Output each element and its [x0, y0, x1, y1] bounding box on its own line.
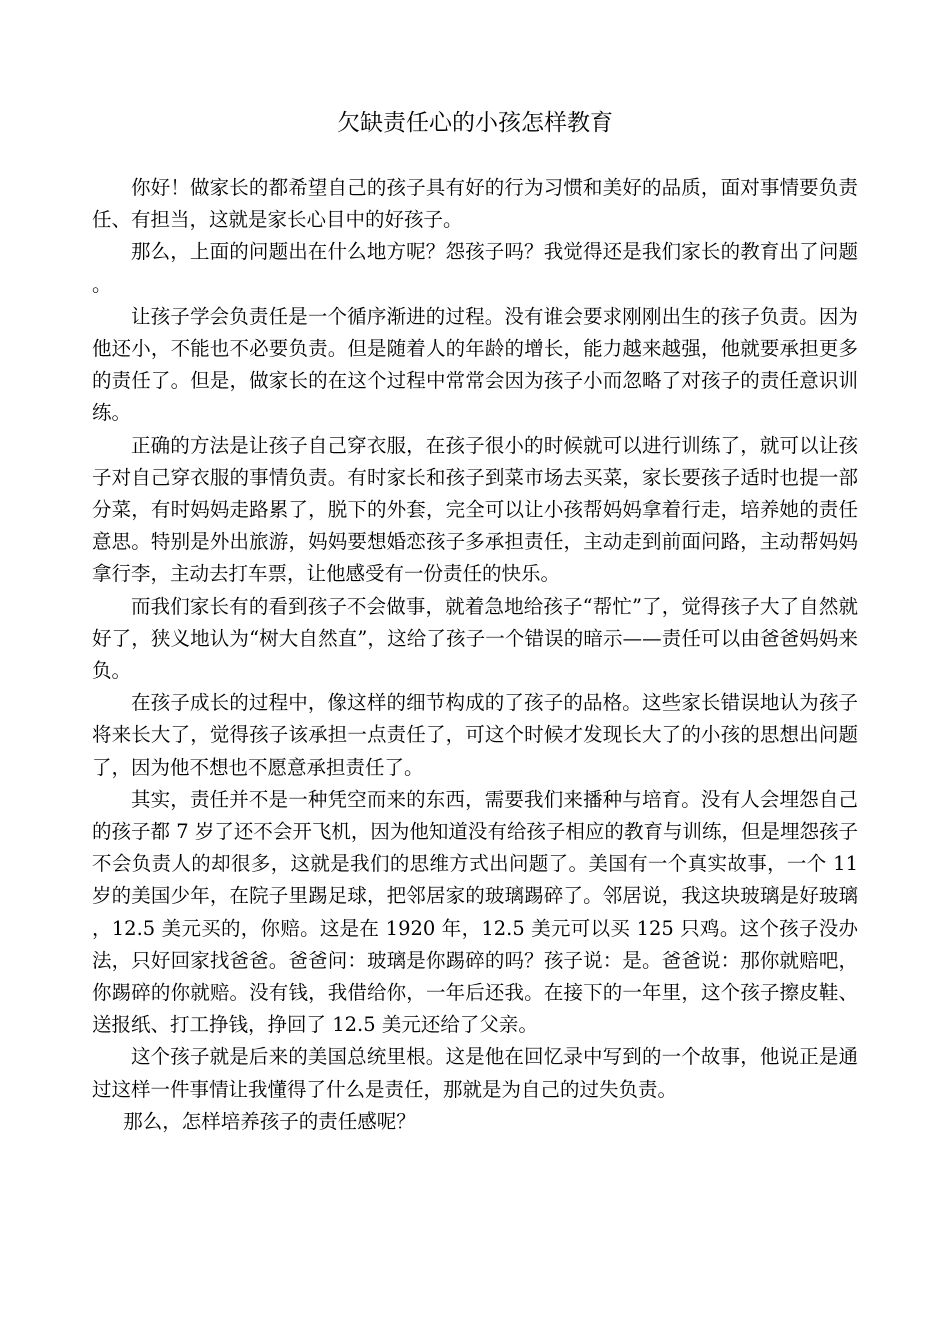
page-title: 欠缺责任心的小孩怎样教育 — [337, 110, 613, 136]
document-body — [92, 172, 858, 1138]
paragraph: 其实，责任并不是一种凭空而来的东西，需要我们来播种与培育。没有人会埋怨自己的孩子都 7 岁了还不会开飞机，因为他知道没有给孩子相应的教育与训练，但是埋怨孩子不会负责人的却很多，这就是我们的思维方式出问题了。美国有一个真实故事，一个 11 岁的美国少年，在院子里踢足球，把邻居家的玻璃踢碎了。邻居说，我这块玻璃是好玻璃，12.5 美元买的，你赔。这是在 1920 年，12.5 美元可以买 125 只鸡。这个孩子没办法，只好回家找爸爸。爸爸问：玻璃是你踢碎的吗？孩子说：是。爸爸说：那你就赔吧，你踢碎的你就赔。没有钱，我借给你，一年后还我。在接下的一年里，这个孩子擦皮鞋、送报纸、打工挣钱，挣回了 12.5 美元还给了父亲。 — [92, 787, 858, 1037]
paragraph: 让孩子学会负责任是一个循序渐进的过程。没有谁会要求刚刚出生的孩子负责。因为他还小，不能也不必要负责。但是随着人的年龄的增长，能力越来越强，他就要承担更多的责任了。但是，做家长的在这个过程中常常会因为孩子小而忽略了对孩子的责任意识训练。 — [92, 304, 858, 425]
paragraph: 那么，怎样培养孩子的责任感呢？ — [123, 1109, 416, 1133]
paragraph: 这个孩子就是后来的美国总统里根。这是他在回忆录中写到的一个故事，他说正是通过这样一件事情让我懂得了什么是责任，那就是为自己的过失负责。 — [92, 1045, 858, 1101]
paragraph: 在孩子成长的过程中，像这样的细节构成的了孩子的品格。这些家长错误地认为孩子将来长大了，觉得孩子该承担一点责任了，可这个时候才发现长大了的小孩的思想出问题了，因为他不想也不愿意承担责任了。 — [92, 691, 858, 779]
paragraph: 那么，上面的问题出在什么地方呢？怨孩子吗？我觉得还是我们家长的教育出了问题。 — [92, 240, 858, 296]
paragraph: 你好！做家长的都希望自己的孩子具有好的行为习惯和美好的品质，面对事情要负责任、有担当，这就是家长心目中的好孩子。 — [92, 176, 858, 232]
paragraph: 正确的方法是让孩子自己穿衣服，在孩子很小的时候就可以进行训练了，就可以让孩子对自己穿衣服的事情负责。有时家长和孩子到菜市场去买菜，家长要孩子适时也提一部分菜，有时妈妈走路累了，脱下的外套，完全可以让小孩帮妈妈拿着行走，培养她的责任意思。特别是外出旅游，妈妈要想婚恋孩子多承担责任，主动走到前面问路，主动帮妈妈拿行李，主动去打车票，让他感受有一份责任的快乐。 — [92, 433, 858, 586]
paragraph: 而我们家长有的看到孩子不会做事，就着急地给孩子“帮忙”了，觉得孩子大了自然就好了，狭义地认为“树大自然直”，这给了孩子一个错误的暗示——责任可以由爸爸妈妈来负。 — [92, 594, 858, 683]
